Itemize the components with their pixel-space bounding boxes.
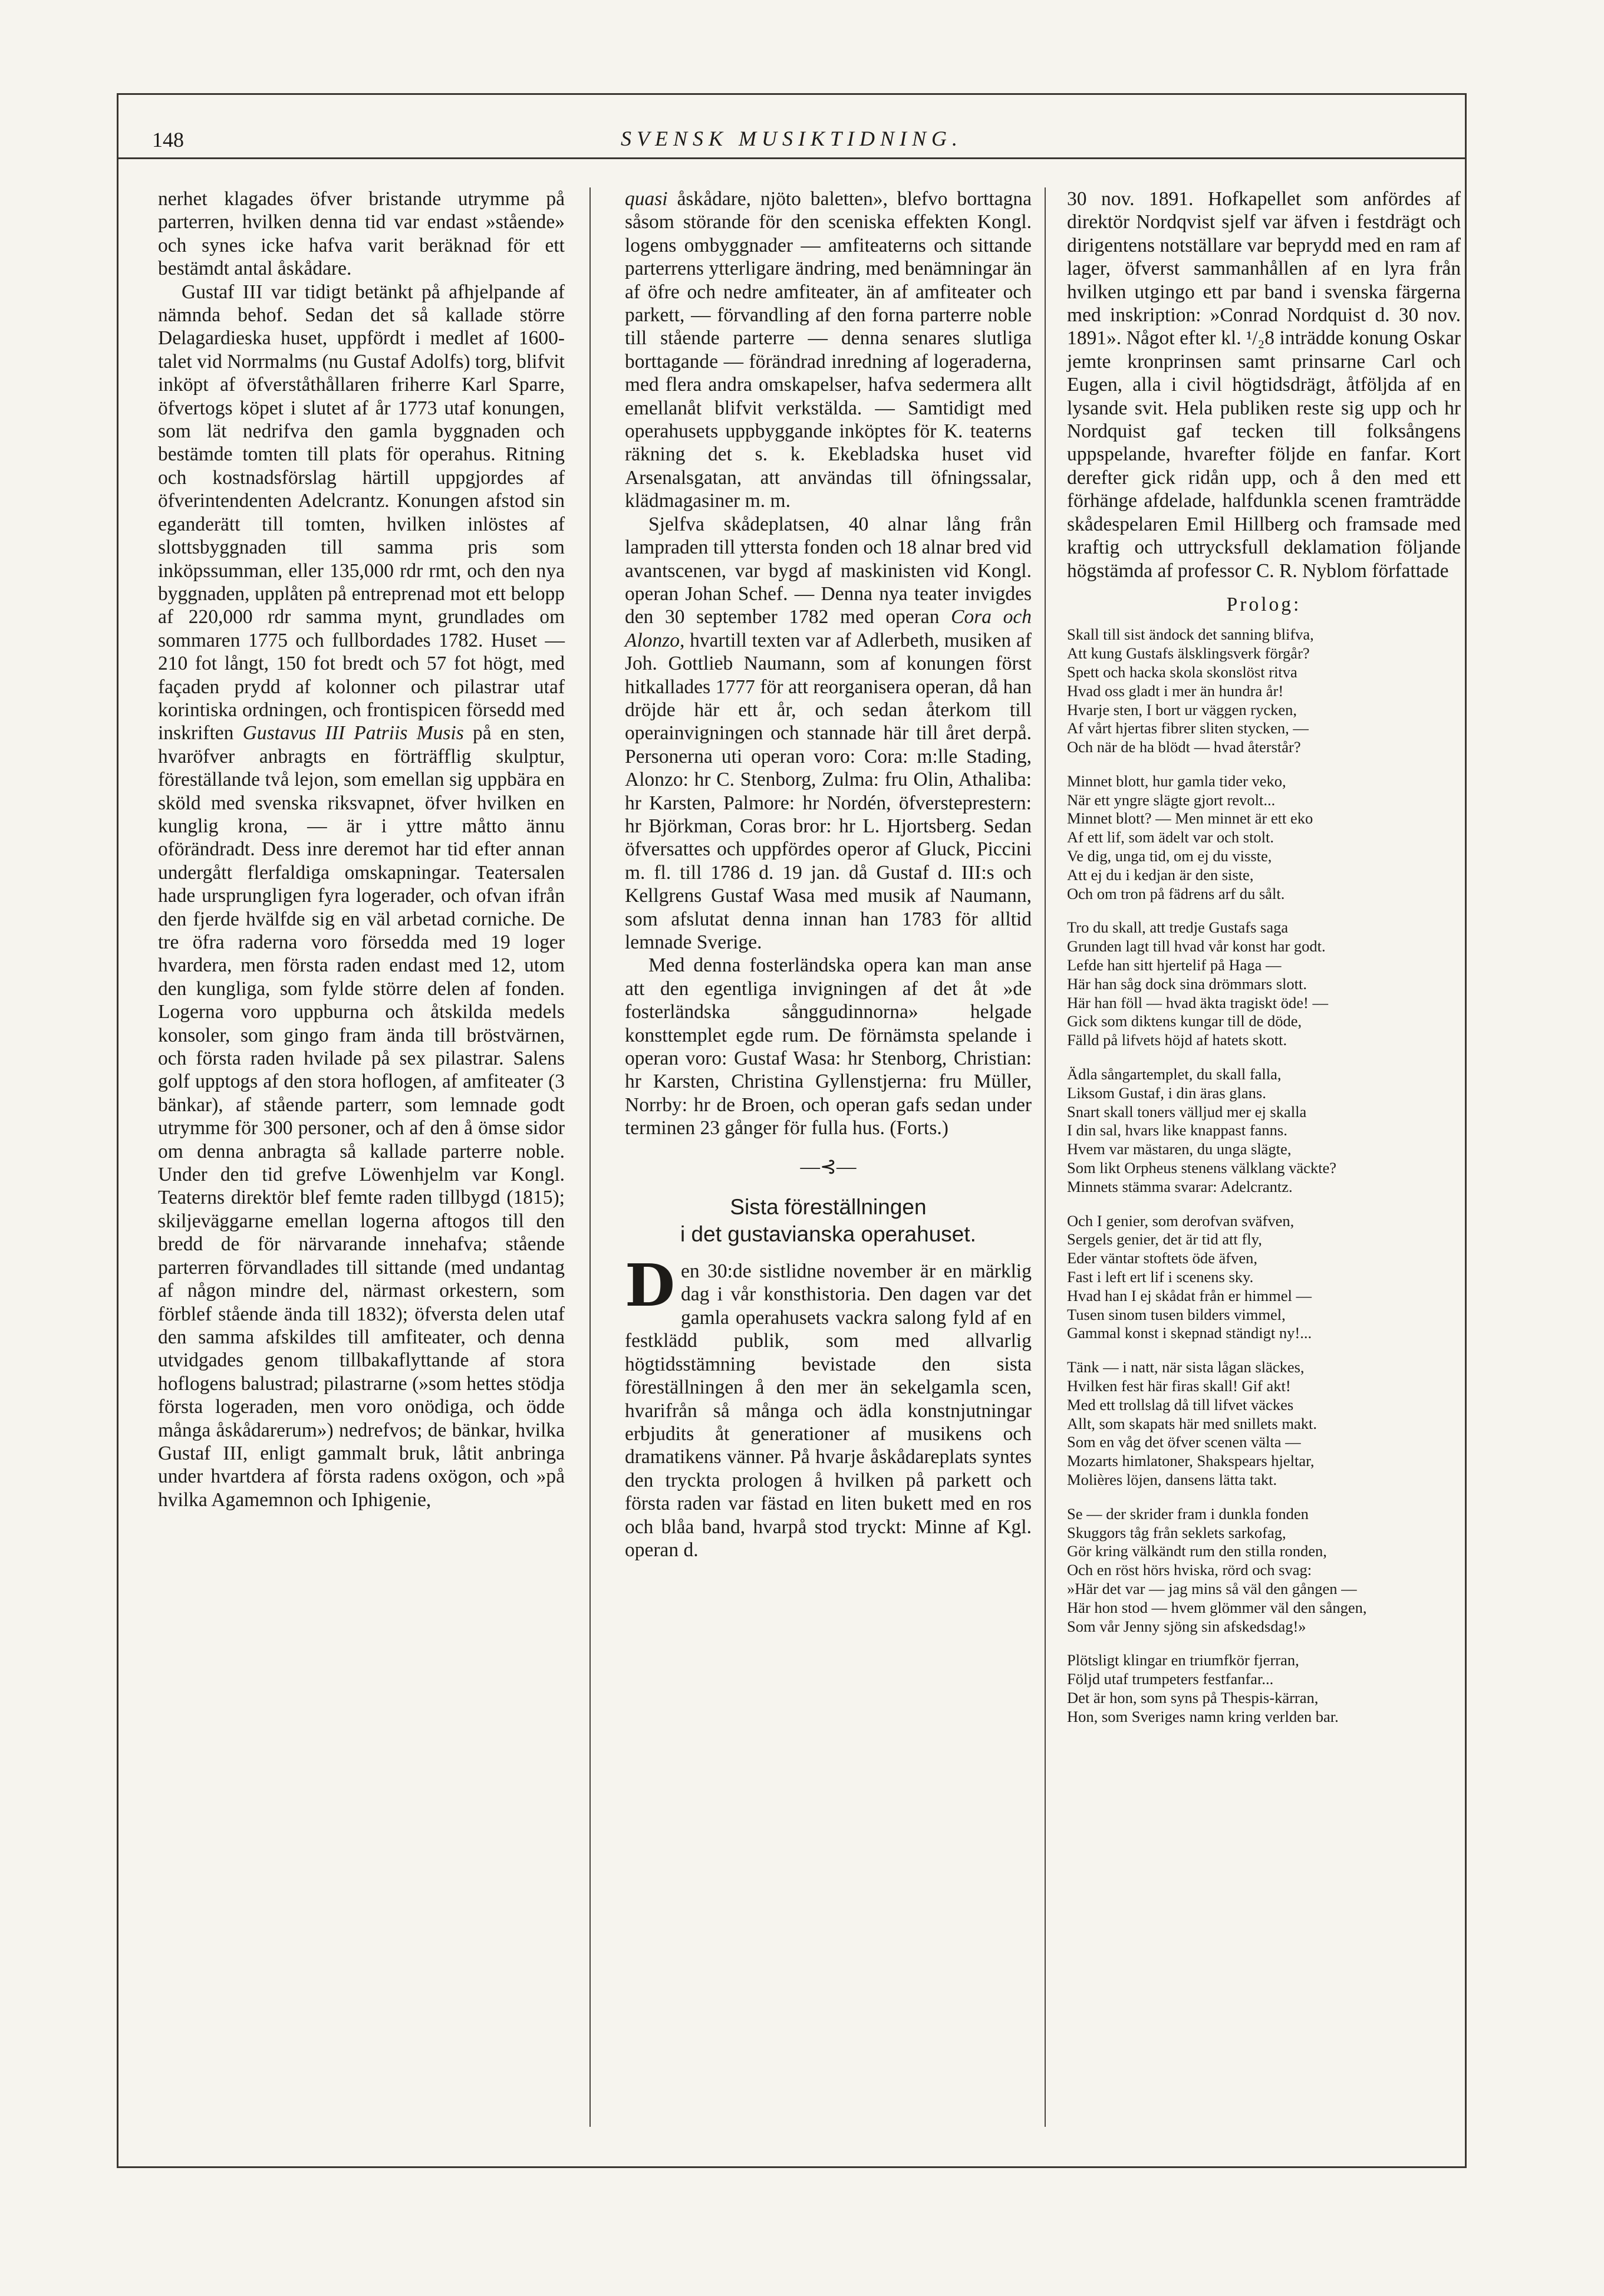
poem-line: Hvilken fest här firas skall! Gif akt! <box>1067 1377 1291 1395</box>
poem-stanza <box>1067 1505 1461 1636</box>
poem-stanza <box>1067 1212 1461 1343</box>
poem-line: Plötsligt klingar en triumfkör fjerran, <box>1067 1651 1299 1669</box>
poem-line: Gammal konst i skepnad ständigt ny!... <box>1067 1324 1312 1342</box>
poem-line: Att kung Gustafs älsklingsverk förgår? <box>1067 644 1310 663</box>
poem-line: Gör kring välkändt rum den stilla ronden, <box>1067 1542 1327 1560</box>
poem-line: Fälld på lifvets höjd af hatets skott. <box>1067 1031 1287 1049</box>
col2-paragraph-1 <box>625 187 1032 513</box>
col3-paragraph-1: 30 nov. 1891. Hofkapellet som anfördes af direktör Nordqvist sjelf var äfven i festdrägt och dirigentens notställare var beprydd med en ram af lager, öfverst sammanhållen af en lyra från hvilken utgingo ett par band i svenska färgerna med inskription: »Conrad Nordquist d. 30 nov. 1891». Något efter kl. ¹/₂8 inträdde konung Oskar jemte kronprinsen samt prinsarne Carl och Eugen, alla i civil högtidsdrägt, åtföljda af en lysande svit. Hela publiken reste sig upp och hr Nordquist gaf tecken till folksångens uppspelande, hvarefter följde en fanfar. Kort derefter gick ridån upp, och å den med ett förhänge afdelade, halfdunkla scenen framträdde skådespelaren Emil Hillberg och framsade med kraftig och uttrycksfull deklamation följande högstämda af professor C. R. Nyblom författade <box>1067 188 1461 582</box>
poem-stanza <box>1067 1358 1461 1490</box>
col1-paragraph-2 <box>158 281 565 1512</box>
poem-line: Skall till sist ändock det sanning blifva, <box>1067 625 1314 644</box>
poem-line: Se — der skrider fram i dunkla fonden <box>1067 1504 1309 1523</box>
col2-paragraph-3 <box>625 954 1032 1139</box>
poem-line: Att ej du i kedjan är den siste, <box>1067 865 1254 884</box>
poem-line: Eder väntar stoftets öde äfven, <box>1067 1249 1258 1267</box>
col2-p4-text: en 30:de sistlidne november är en märklig dag i vår konsthistoria. Den dagen var det gamla operahusets vackra salong fyld af en festklädd publik, som med allvarlig högtidsstämning bevistade den sista föreställningen å den mer än sekelgamla scen, hvarifrån så många och ädla konstnjutningar erbjudits åt generationer af musikens och dramatikens vänner. På hvarje åskådareplats syntes den tryckta prologen å hvilken på parkett och första raden var fästad en liten bukett med en ros och blåa band, hvarpå stod tryckt: Minne af Kgl. operan d. <box>625 1260 1032 1561</box>
col2-paragraph-2 <box>625 513 1032 954</box>
col1-p2-italic: Gustavus III Patriis Musis <box>242 722 464 745</box>
poem-line: När ett yngre slägte gjort revolt... <box>1067 790 1276 809</box>
poem-line: Ve dig, unga tid, om ej du visste, <box>1067 847 1272 865</box>
poem-line: Hvad oss gladt i mer än hundra år! <box>1067 681 1284 700</box>
poem-line: Skuggors tåg från seklets sarkofag, <box>1067 1523 1286 1541</box>
column-1 <box>158 187 565 1511</box>
poem-line: Och om tron på fädrens arf du sålt. <box>1067 884 1285 902</box>
poem-line: Snart skall toners välljud mer ej skalla <box>1067 1102 1307 1121</box>
section-title <box>625 1194 1032 1248</box>
poem-line: Grunden lagt till hvad vår konst har godt. <box>1067 937 1326 956</box>
column-rule-2 <box>1045 187 1046 2127</box>
section-title-line-2: i det gustavianska operahuset. <box>680 1222 976 1247</box>
poem-line: Och I genier, som derofvan sväfven, <box>1067 1211 1295 1230</box>
poem-line: Allt, som skapats här med snillets makt. <box>1067 1414 1317 1432</box>
col1-p2-text: Gustaf III var tidigt betänkt på afhjelpande af nämnda behof. Sedan det så kallade större Delagardieska huset, uppfördt i medlet af 1600-talet vid Norrmalms (nu Gustaf Adolfs) torg, blifvit inköpt af öfverståthållaren friherre Karl Sparre, öfvertogs köpet i slutet af år 1773 utaf konungen, som lät nedrifva den gamla byggnaden och bestämde tomten till plats för operahus. Ritning och kostnadsförslag härtill uppgjordes af öfverintendenten Adelcrantz. Konungen afstod sin eganderätt till tomten, hvilken inlöstes af slottsbyggnaden till samma pris som inköpssumman, eller 135,000 rdr rmt, och den nya byggnaden, upplåten på entreprenad mot ett belopp af 220,000 rdr samma mynt, grundlades om sommaren 1775 och fullbordades 1782. Huset — 210 fot långt, 150 fot bredt och 57 fot högt, med façaden prydd af kolonner och pilastrar utaf korintiska ordningen, och frontispicen försedd med inskriften <box>158 281 565 745</box>
poem-line: Med ett trollslag då till lifvet väckes <box>1067 1395 1294 1414</box>
poem-line: Fast i left ert lif i scenens sky. <box>1067 1268 1254 1286</box>
poem-line: Och när de ha blödt — hvad återstår? <box>1067 738 1301 756</box>
section-ornament: —⊰— <box>800 1155 857 1178</box>
poem-line: Tänk — i natt, när sista lågan släckes, <box>1067 1358 1305 1376</box>
poem-line: Minnets stämma svarar: Adelcrantz. <box>1067 1177 1293 1195</box>
poem-line: Af vårt hjertas fibrer sliten stycken, — <box>1067 719 1309 737</box>
poem-line: Och en röst hörs hviska, rörd och svag: <box>1067 1561 1312 1579</box>
column-2 <box>625 187 1032 1562</box>
drop-cap: D <box>625 1252 675 1320</box>
poem-line: »Här det var — jag mins så väl den gången — <box>1067 1579 1357 1597</box>
col2-p1-italic: quasi <box>625 188 668 210</box>
poem-stanza <box>1067 625 1461 757</box>
poem-line: Minnet blott? — Men minnet är ett eko <box>1067 809 1313 828</box>
poem-line: Hvem var mästaren, du unga slägte, <box>1067 1140 1292 1158</box>
poem-line: Hvad han I ej skådat från er himmel — <box>1067 1286 1312 1305</box>
poem-line: Som en våg det öfver scenen välta — <box>1067 1433 1301 1451</box>
poem-stanza <box>1067 1651 1461 1726</box>
poem-stanza <box>1067 918 1461 1050</box>
poem-stanza <box>1067 772 1461 904</box>
poem-stanza <box>1067 1065 1461 1197</box>
column-rule-1 <box>589 187 591 2127</box>
poem-line: Som vår Jenny sjöng sin afskedsdag!» <box>1067 1617 1306 1635</box>
col2-p2-start: Sjelfva skådeplatsen, 40 alnar lång från lampraden till yttersta fonden och 18 alnar bred vid avantscenen, var bygd af maskinisten vid Kongl. operan Johan Schef. — Denna nya teater invigdes den 30 september 1782 med operan <box>625 513 1032 628</box>
poem-line: Spett och hacka skola skonslöst ritva <box>1067 663 1297 681</box>
col2-paragraph-4 <box>625 1252 1032 1562</box>
running-head: SVENSK MUSIKTIDNING. <box>620 127 963 150</box>
poem-line: Liksom Gustaf, i din äras glans. <box>1067 1083 1266 1102</box>
poem-line: Hon, som Sveriges namn kring verlden bar. <box>1067 1707 1339 1725</box>
poem-line: Tro du skall, att tredje Gustafs saga <box>1067 918 1289 937</box>
poem-line: Af ett lif, som ädelt var och stolt. <box>1067 828 1274 846</box>
prolog-poem <box>1067 625 1461 1726</box>
poem-line: I din sal, hvars like knappast fanns. <box>1067 1121 1287 1139</box>
poem-line: Som likt Orpheus stenens välklang väckte? <box>1067 1159 1337 1177</box>
poem-line: Gick som diktens kungar till de döde, <box>1067 1012 1302 1030</box>
poem-line: Här han föll — hvad äkta tragiskt öde! — <box>1067 993 1329 1012</box>
page-header <box>117 93 1467 159</box>
poem-line: Molières löjen, dansens lätta takt. <box>1067 1470 1277 1488</box>
poem-line: Här hon stod — hvem glömmer väl den sången, <box>1067 1598 1367 1616</box>
prolog-title: Prolog: <box>1226 593 1302 615</box>
column-3 <box>1067 187 1461 1742</box>
col2-p3-text: Med denna fosterländska opera kan man anse att den egentliga invigningen af det åt »de fosterländska sånggudinnorna» helgade konsttemplet egde rum. De förnämsta spelande i operan voro: Gustaf Wasa: hr Stenborg, Christian: hr Karsten, Christina Gyllenstjerna: fru Müller, Norrby: hr de Broen, och operan gafs sedan under terminen 23 gånger för fulla hus. <box>625 954 1032 1139</box>
poem-line: Ädla sångartemplet, du skall falla, <box>1067 1065 1282 1083</box>
col1-p2-end: på en sten, hvaröfver anbragts en förträfflig skulptur, föreställande två lejon, som emellan sig uppbära en sköld med svenska riksvapnet, öfver hvilken en kunglig krona, — är i yttre måtto ännu oförändradt. Dess inre deremot har tid efter annan undergått flerfaldiga omskapningar. Teatersalen hade ursprungligen fyra logerader, och ofvan ifrån den fjerde hvälfde sig en väl arbetad corniche. De tre öfra raderna voro försedda med 19 loger hvardera, men första raden endast med 12, utom den kungliga, som fylde större delen af fonden. Logerna voro uppburna och åtskilda medels konsoler, som gingo fram ända till bröstvärnen, och första raden hvilade på sex pilastrar. Salens golf upptogs af den stora hoflogen, af amfiteater (3 bänkar), af stående parterr, som lemnade godt utrymme för 300 personer, och af den å ömse sidor om denna anbragta så kallade parterre noble. Under den tid grefve Löwenhjelm var Kongl. Teaterns direktör blef femte raden tillbygd (1815); skiljeväggarne emellan logerna aftogos till den bredd de för närvarande innehafva; stående parterren förvandlades till sittande (med undantag af någon mindre del, närmast orkestern, som förblef stående ända till 1832); öfversta delen utaf den samma afskildes till amfiteater, och denna utvidgades genom tillbakaflyttande af stora hoflogens balustrad; pilastrarne (»som hettes stödja första logeraden, men voro onödiga, och ödde många åskådarerum») nedrefvos; de bänkar, hvilka Gustaf III, enligt gammalt bruk, låtit anbringa under hvartdera af första radens oxögon, och »på hvilka Agamemnon och Iphigenie, <box>158 722 565 1511</box>
poem-line: Minnet blott, hur gamla tider veko, <box>1067 772 1286 790</box>
section-title-line-1: Sista föreställningen <box>730 1195 927 1220</box>
poem-line: Mozarts himlatoner, Shakspears hjeltar, <box>1067 1452 1315 1470</box>
col2-p3-forts: (Forts.) <box>890 1117 948 1139</box>
col2-p2-end: hvartill texten var af Adlerbeth, musiken af Joh. Gottlieb Naumann, som af konungen först hitkallades 1777 för att reorganisera operan, då han dröjde här ett år, och sedan återkom till operainvigningen och stannade här till året derpå. Personerna uti operan voro: Cora: m:lle Stading, Alonzo: hr C. Stenborg, Zulma: fru Olin, Athaliba: hr Karsten, Palmore: hr Nordén, öfversteprestern: hr Björkman, Coras bror: hr L. Hjortsberg. Sedan öfversattes och uppfördes operor af Gluck, Piccini m. fl. till 1786 d. 19 jan. då Gustaf d. III:s och Kellgrens Gustaf Wasa med musik af Naumann, som afslutat denna innan han 1783 för alltid lemnade Sverige. <box>625 629 1032 953</box>
col2-p2-italic: Cora och Alonzo, <box>625 606 1032 651</box>
col1-paragraph-1: nerhet klagades öfver bristande utrymme på parterren, hvilken denna tid var endast »stående» och synes icke hafva varit beräknad för ett bestämdt antal åskådare. <box>158 188 565 280</box>
col2-p1-text: åskådare, njöto baletten», blefvo borttagna såsom störande för den sceniska effekten Kongl. logens ombyggnader — amfiteaterns och sittande parterrens ytterligare ändring, med benämningar än af öfre och nedre amfiteater, än af amfiteater och parkett, — förvandling af den forna parterre noble till stående parterre — denna senares slutliga borttagande — förändrad inredning af logeraderna, med flera andra omskapelser, hafva sedermera allt emellanåt blifvit verkstälda. — Samtidigt med operahusets uppbyggande inköptes för K. teaterns räkning det s. k. Ekebladska huset vid Arsenalsgatan, att användas till öfningssalar, klädmagasiner m. m. <box>625 188 1032 512</box>
poem-line: Här han såg dock sina drömmars slott. <box>1067 974 1307 993</box>
poem-line: Lefde han sitt hjertelif på Haga — <box>1067 956 1282 974</box>
poem-line: Hvarje sten, I bort ur väggen rycken, <box>1067 700 1297 719</box>
page-number: 148 <box>152 128 184 151</box>
poem-line: Sergels genier, det är tid att fly, <box>1067 1230 1262 1249</box>
poem-line: Det är hon, som syns på Thespis-kärran, <box>1067 1688 1319 1707</box>
poem-line: Tusen sinom tusen bilders vimmel, <box>1067 1305 1286 1323</box>
poem-line: Följd utaf trumpeters festfanfar... <box>1067 1670 1274 1688</box>
